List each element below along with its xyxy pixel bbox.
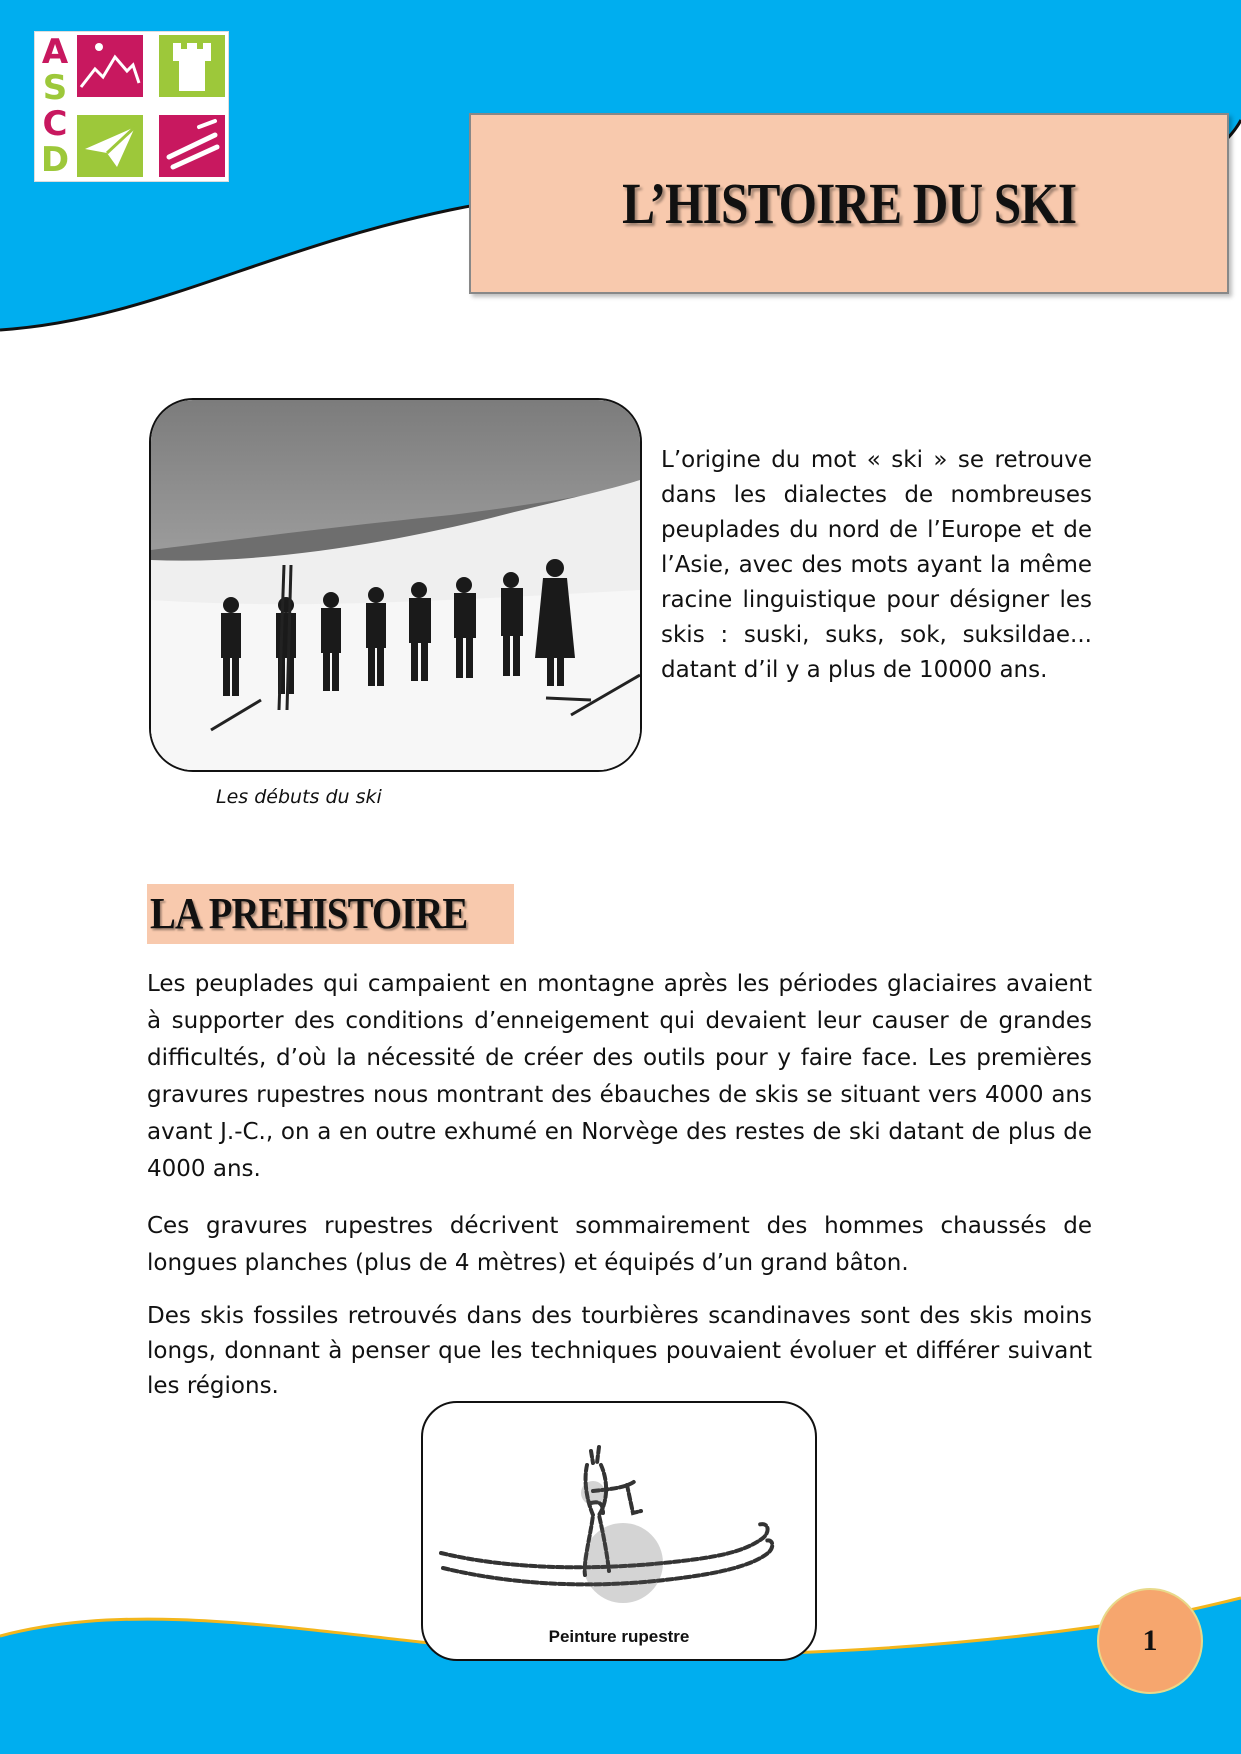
body-paragraph: Ces gravures rupestres décrivent sommairement des hommes chaussés de longues planches (plus de 4 mètres) et équipés d’un grand bâton. — [147, 1213, 1092, 1276]
section-heading-text: LA PREHISTOIRE — [150, 889, 468, 938]
title-box — [469, 113, 1229, 294]
logo-letter: D — [40, 140, 70, 180]
mountain-icon — [77, 35, 143, 97]
page-number-badge: 1 — [1097, 1588, 1203, 1694]
photo-caption: Les débuts du ski — [216, 786, 382, 808]
rock-painting-image — [421, 1401, 817, 1661]
logo-letter: C — [42, 104, 68, 144]
rock-painting-caption: Peinture rupestre — [548, 1627, 690, 1646]
logo-letter: S — [42, 68, 68, 108]
castle-icon — [159, 35, 225, 97]
page-title: L’HISTOIRE DU SKI — [621, 171, 1077, 236]
intro-paragraph: L’origine du mot « ski » se retrouve dans les dialectes de nombreuses peuplades du nord de l’Europe et de l’Asie, avec des mots ayant la même racine linguistique pour désigner les skis : suski, suks, sok, suksildae... datant d’il y a plus de 10000 ans. — [661, 447, 1092, 683]
body-paragraph: Les peuplades qui campaient en montagne après les périodes glaciaires avaient à supporter des conditions d’enneigement qui devaient leur causer de grandes difficultés, d’où la nécessité de créer des outils pour y faire face. Les premières gravures rupestres nous montrant des ébauches de skis se situant vers 4000 ans avant J.-C., on a en outre exhumé en Norvège des restes de ski datant de plus de 4000 ans. — [147, 971, 1092, 1182]
ski-icon — [159, 115, 225, 177]
logo-letter: A — [41, 32, 69, 72]
rock-painting-drawing — [423, 1403, 815, 1659]
paper-plane-icon — [77, 115, 143, 177]
asco-logo — [34, 31, 229, 182]
section-heading — [147, 884, 514, 944]
historic-skiers-photo — [149, 398, 642, 772]
logo-letters — [38, 34, 72, 178]
body-paragraph: Des skis fossiles retrouvés dans des tourbières scandinaves sont des skis moins longs, donnant à penser que les techniques pouvaient évoluer et différer suivant les régions. — [147, 1303, 1092, 1399]
